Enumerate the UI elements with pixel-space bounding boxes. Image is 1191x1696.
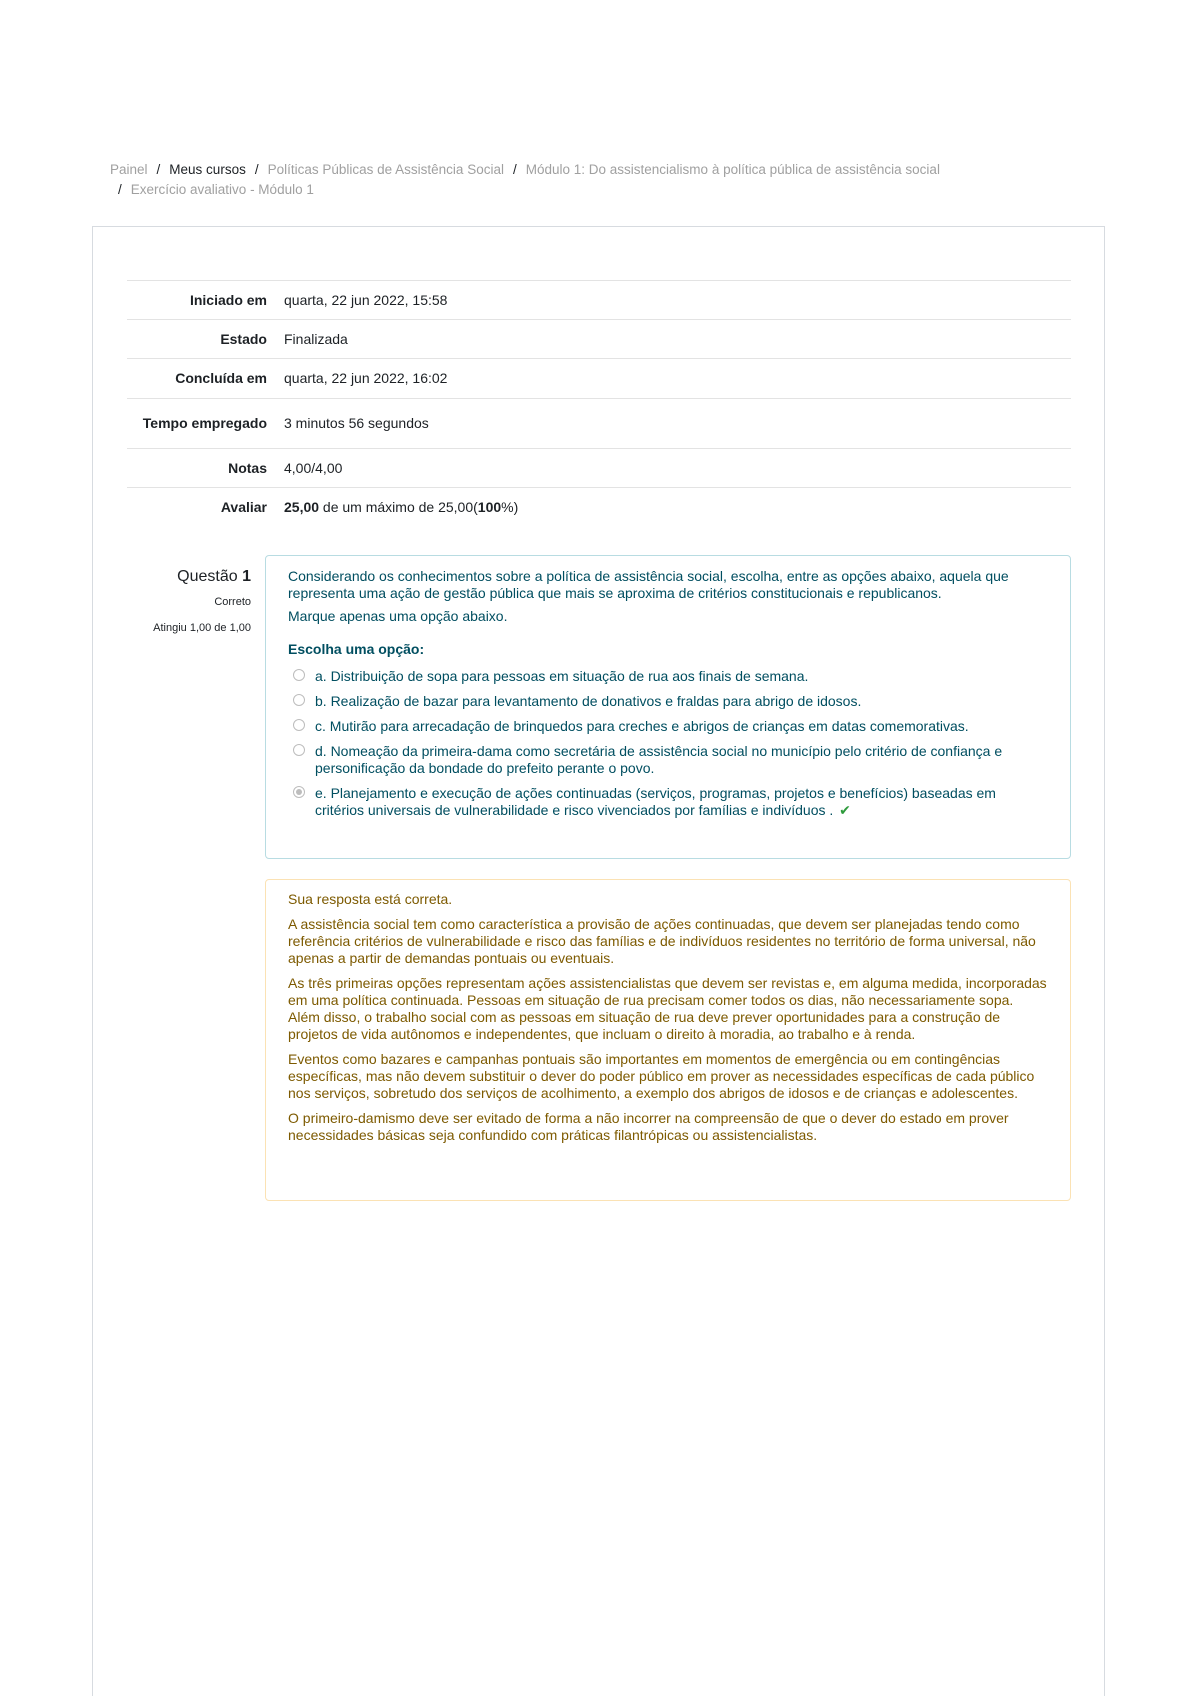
radio-button[interactable] <box>293 744 305 756</box>
feedback-status: Sua resposta está correta. <box>288 891 453 907</box>
grade-tail: %) <box>501 499 519 516</box>
question-feedback <box>265 879 1071 1201</box>
answer-label: d. Nomeação da primeira-dama como secretária de assistência social no município pelo critério de confiança e personificação da bondade do prefeito perante o povo. <box>315 743 1003 776</box>
summary-value <box>277 488 1071 528</box>
breadcrumb-exercise[interactable]: Exercício avaliativo - Módulo 1 <box>130 182 314 197</box>
question-number: 1 <box>242 568 251 585</box>
answer-option-a[interactable] <box>288 668 1048 685</box>
summary-value: quarta, 22 jun 2022, 16:02 <box>284 370 448 386</box>
answer-label: e. Planejamento e execução de ações continuadas (serviços, programas, projetos e benefícios) baseadas em critérios universais de vulnerabilidade e risco vivenciados por famílias e indivíduos . <box>315 785 996 818</box>
summary-row-completed <box>127 359 1071 399</box>
breadcrumb-separator: / <box>118 182 122 197</box>
summary-value: quarta, 22 jun 2022, 15:58 <box>284 291 448 308</box>
answer-option-d[interactable] <box>288 743 1048 777</box>
grade-percent: 100 <box>477 499 502 516</box>
feedback-paragraph: As três primeiras opções representam ações assistencialistas que devem ser revistas e, em alguma medida, incorporadas em uma política continuada. Pessoas em situação de rua precisam comer todos os dias, não necessariamente sopa. Além disso, o trabalho social com as pessoas em situação de rua deve prever oportunidades para a construção de projetos de vida autônomos e independentes, que incluam o direito à moradia, ao trabalho e à renda. <box>288 975 1047 1042</box>
summary-label: Tempo empregado <box>142 415 267 431</box>
radio-button-selected[interactable] <box>293 786 305 798</box>
breadcrumb-meus-cursos[interactable]: Meus cursos <box>169 162 246 177</box>
correct-check-icon: ✔ <box>839 802 851 818</box>
summary-label: Avaliar <box>220 499 267 516</box>
answer-label: a. Distribuição de sopa para pessoas em situação de rua aos finais de semana. <box>315 668 809 684</box>
answer-label: b. Realização de bazar para levantamento de donativos e fraldas para abrigo de idosos. <box>315 693 862 709</box>
grade-mid: de um máximo de 25,00( <box>319 499 478 516</box>
summary-row-started <box>127 281 1071 320</box>
question-state: Correto <box>214 596 251 608</box>
question-instruction: Marque apenas uma opção abaixo. <box>288 608 508 624</box>
radio-button[interactable] <box>293 669 305 681</box>
breadcrumb-separator: / <box>512 162 517 177</box>
question-title <box>127 567 251 587</box>
breadcrumb-painel[interactable]: Painel <box>110 162 148 177</box>
summary-value: 4,00/4,00 <box>284 459 343 476</box>
breadcrumb <box>110 160 1010 200</box>
question-prefix: Questão <box>177 568 238 585</box>
answer-label: c. Mutirão para arrecadação de brinquedos para creches e abrigos de crianças em datas comemorativas. <box>315 718 969 734</box>
grade-score: 25,00 <box>284 499 320 516</box>
feedback-paragraph: Eventos como bazares e campanhas pontuais são importantes em momentos de emergência ou em contingências específicas, mas não devem substituir o dever do poder público em prover as necessidades específicas de cada público nos serviços, sobretudo dos serviços de acolhimento, a exemplo dos abrigos de idosos e de crianças e adolescentes. <box>288 1051 1035 1101</box>
answer-option-b[interactable] <box>288 693 1048 710</box>
answer-list <box>288 668 1048 819</box>
summary-label: Concluída em <box>175 370 267 386</box>
breadcrumb-course[interactable]: Políticas Públicas de Assistência Social <box>267 162 504 177</box>
question-grade: Atingiu 1,00 de 1,00 <box>153 622 251 634</box>
breadcrumb-separator: / <box>254 162 259 177</box>
summary-value: 3 minutos 56 segundos <box>284 415 429 431</box>
answer-option-c[interactable] <box>288 718 1048 735</box>
breadcrumb-separator: / <box>156 162 161 177</box>
summary-label: Iniciado em <box>189 291 267 308</box>
answer-option-e[interactable] <box>288 785 1048 819</box>
question-text: Considerando os conhecimentos sobre a política de assistência social, escolha, entre as opções abaixo, aquela que representa uma ação de gestão pública que mais se aproxima de critérios constitucionais e republicanos. <box>288 568 1009 601</box>
summary-value: Finalizada <box>284 330 348 347</box>
summary-label: Estado <box>220 330 267 347</box>
feedback-paragraph: O primeiro-damismo deve ser evitado de forma a não incorrer na compreensão de que o dever do estado em prover necessidades básicas seja confundido com práticas filantrópicas ou assistencialistas. <box>288 1110 1009 1143</box>
attempt-summary-table <box>127 280 1071 528</box>
answer-prompt: Escolha uma opção: <box>288 641 425 657</box>
feedback-paragraph: A assistência social tem como característica a provisão de ações continuadas, que devem ser planejadas tendo como referência critérios de vulnerabilidade e risco das famílias e de indivíduos residentes no território de forma universal, não apenas a partir de demandas pontuais ou eventuais. <box>288 916 1036 966</box>
radio-button[interactable] <box>293 694 305 706</box>
question-formulation <box>265 555 1071 859</box>
summary-row-grade <box>127 488 1071 528</box>
summary-row-state <box>127 320 1071 359</box>
summary-label: Notas <box>228 459 267 476</box>
summary-row-marks <box>127 449 1071 488</box>
question-info <box>127 567 251 635</box>
radio-button[interactable] <box>293 719 305 731</box>
summary-row-time-taken <box>127 399 1071 449</box>
breadcrumb-module[interactable]: Módulo 1: Do assistencialismo à política pública de assistência social <box>525 162 940 177</box>
